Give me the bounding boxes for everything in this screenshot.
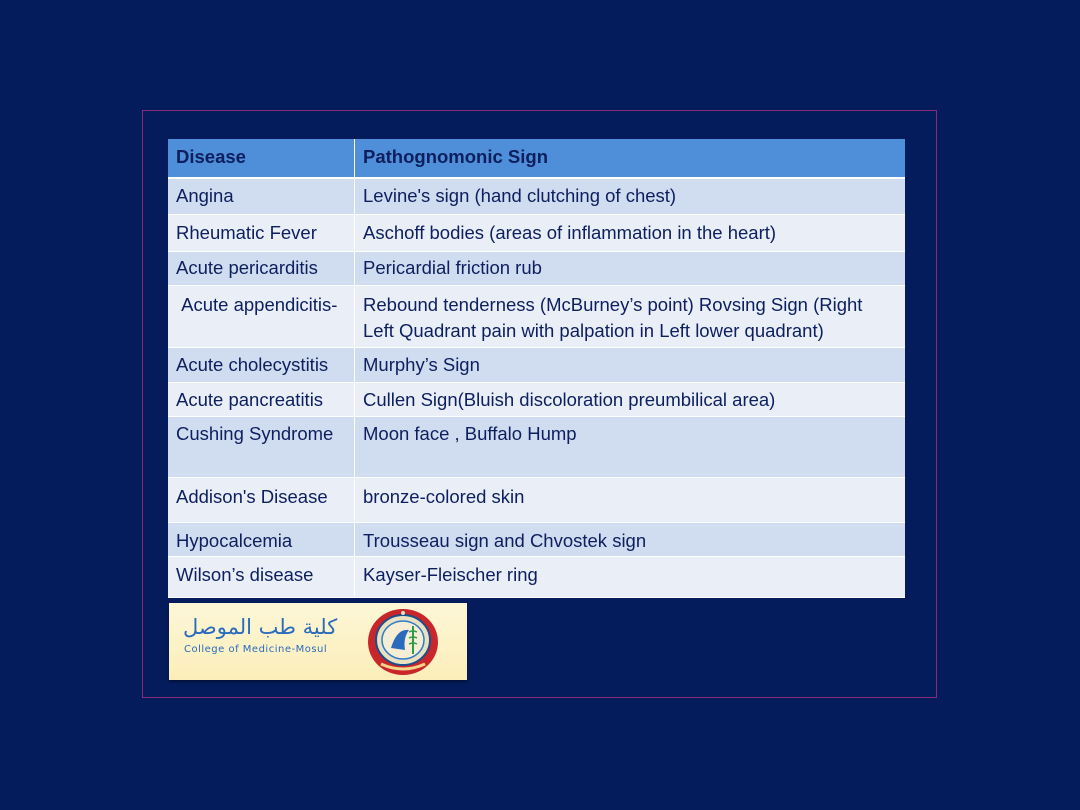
table-row [168,556,905,597]
table-row [168,347,905,382]
header-sign: Pathognomonic Sign [355,139,906,178]
disease-cell: Acute pericarditis [168,251,355,285]
disease-cell: Rheumatic Fever [168,214,355,251]
pathognomonic-signs-table [168,139,905,598]
table-header-row [168,139,905,178]
logo-arabic-text: كلية طب الموصل [183,615,338,639]
disease-cell: Acute appendicitis- [168,285,355,347]
sign-cell: Moon face , Buffalo Hump [355,416,906,477]
sign-cell: Rebound tenderness (McBurney’s point) Rovsing Sign (Right Left Quadrant pain with palpation in Left lower quadrant) [355,285,906,347]
disease-cell: Acute pancreatitis [168,382,355,416]
sign-cell: Murphy’s Sign [355,347,906,382]
college-logo [169,603,467,680]
sign-cell: Kayser-Fleischer ring [355,556,906,597]
table-row [168,416,905,477]
table-row [168,522,905,556]
logo-english-text: College of Medicine-Mosul [184,644,328,655]
college-seal-icon [367,608,439,676]
disease-cell: Cushing Syndrome [168,416,355,477]
table-row [168,214,905,251]
table-row [168,382,905,416]
sign-cell: Cullen Sign(Bluish discoloration preumbilical area) [355,382,906,416]
sign-cell: bronze-colored skin [355,477,906,522]
disease-cell: Acute cholecystitis [168,347,355,382]
table-row [168,285,905,347]
disease-cell: Angina [168,178,355,214]
table-row [168,251,905,285]
disease-cell: Hypocalcemia [168,522,355,556]
sign-cell: Trousseau sign and Chvostek sign [355,522,906,556]
header-disease: Disease [168,139,355,178]
table-row [168,178,905,214]
disease-cell: Wilson’s disease [168,556,355,597]
sign-cell: Levine's sign (hand clutching of chest) [355,178,906,214]
table-row [168,477,905,522]
disease-cell: Addison's Disease [168,477,355,522]
sign-cell: Pericardial friction rub [355,251,906,285]
sign-cell: Aschoff bodies (areas of inflammation in the heart) [355,214,906,251]
